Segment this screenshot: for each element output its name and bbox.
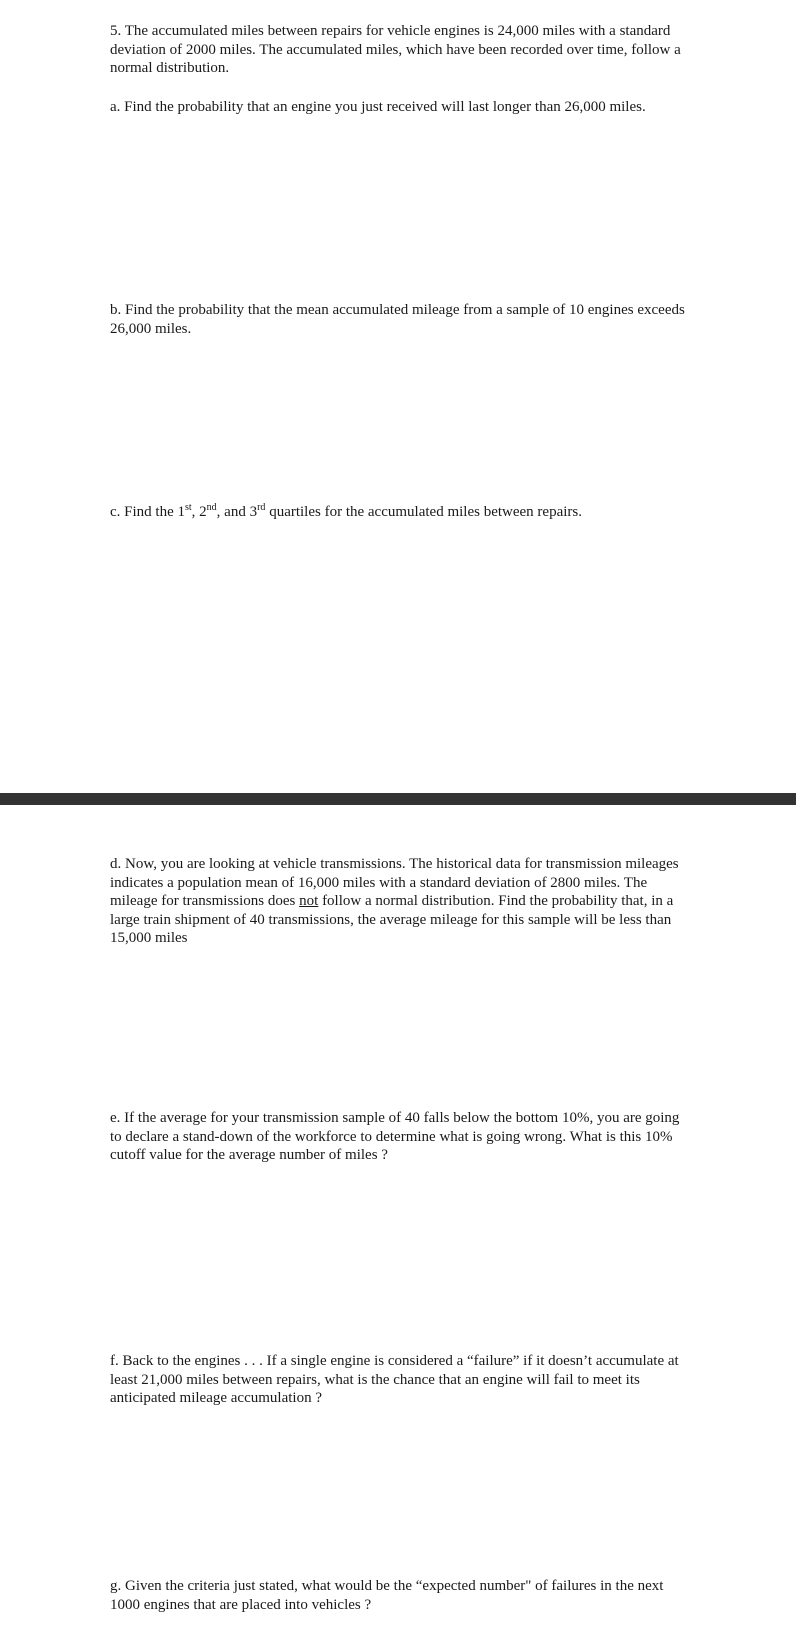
question-a: a. Find the probability that an engine you just received will last longer than 26,000 miles. — [110, 99, 646, 115]
question-f: f. Back to the engines . . . If a single engine is considered a “failure” if it doesn’t accumulate at least 21,000 miles between repairs, what is the chance that an engine will fail to meet its anticipated mileage accumulation ? — [110, 1353, 679, 1406]
question-c-prefix: c. Find the 1 — [110, 504, 185, 520]
question-d-before: d. Now, you are looking at vehicle transmissions. The historical data for transmission mileages indicates a population mean of 16,000 miles with a standard deviation of 2800 miles. The mileage for transmissions does — [110, 856, 679, 909]
problem-intro: 5. The accumulated miles between repairs for vehicle engines is 24,000 miles with a standard deviation of 2000 miles. The accumulated miles, which have been recorded over time, follow a normal distribution. — [110, 23, 681, 76]
question-e: e. If the average for your transmission sample of 40 falls below the bottom 10%, you are going to declare a stand-down of the workforce to determine what is going wrong. What is this 10% cutoff value for the average number of miles ? — [110, 1110, 680, 1163]
superscript-nd: nd — [206, 502, 217, 513]
question-d-underlined: not — [299, 893, 319, 909]
question-c-suffix: quartiles for the accumulated miles between repairs. — [265, 504, 582, 520]
page-divider — [0, 793, 796, 805]
question-d-after: follow a normal distribution. Find the probability that, in a large train shipment of 40 transmissions, the average mileage for this sample will be less than 15,000 miles — [110, 893, 674, 946]
superscript-st: st — [185, 502, 192, 513]
question-g: g. Given the criteria just stated, what would be the “expected number" of failures in the next 1000 engines that are placed into vehicles ? — [110, 1578, 664, 1613]
question-d — [110, 855, 690, 948]
superscript-rd: rd — [257, 502, 266, 513]
question-c-mid1: , 2 — [191, 504, 207, 520]
question-b: b. Find the probability that the mean accumulated mileage from a sample of 10 engines exceeds 26,000 miles. — [110, 302, 685, 337]
question-c — [110, 503, 690, 522]
question-c-mid2: , and 3 — [216, 504, 258, 520]
